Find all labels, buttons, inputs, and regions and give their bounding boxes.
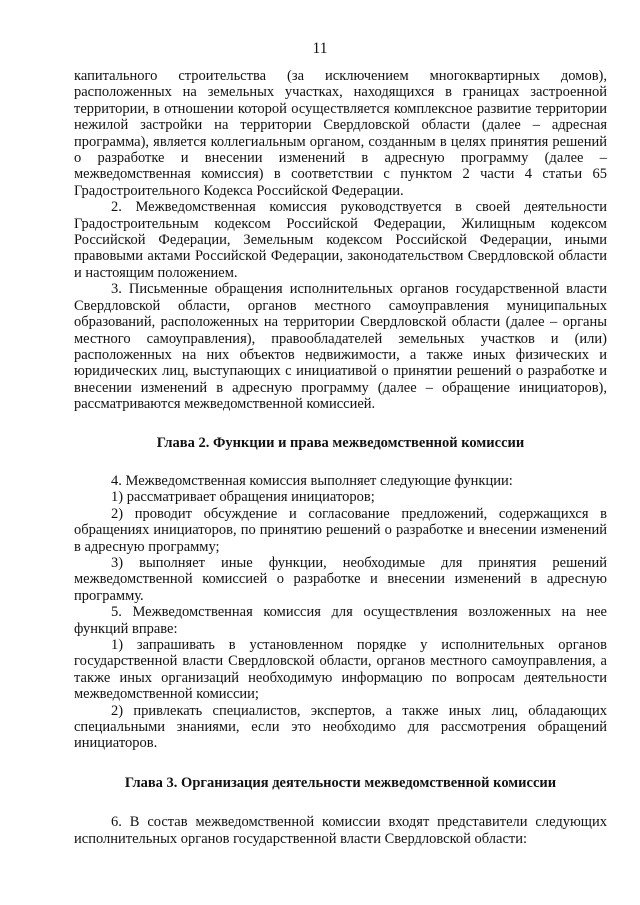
paragraph-6: 6. В состав межведомственной комиссии входят представители следующих исполнительных органов государственной власти Свердловской области:: [74, 814, 607, 847]
page-content: [74, 68, 607, 847]
chapter-2-heading: Глава 2. Функции и права межведомственной комиссии: [156, 434, 525, 451]
paragraph-2: 2. Межведомственная комиссия руководствуется в своей деятельности Градостроительным кодексом Российской Федерации, Жилищным кодексом Российской Федерации, Земельным кодексом Российской Федерации, иными правовыми актами Российской Федерации, законодательством Свердловской области и настоящим положением.: [74, 199, 607, 281]
paragraph-4: 4. Межведомственная комиссия выполняет следующие функции:: [111, 472, 513, 489]
paragraph-continuation: капитального строительства (за исключением многоквартирных домов), расположенных на земельных участках, находящихся в границах застроенной территории, в отношении которой осуществляется комплексное развитие территории нежилой застройки на территории Свердловской области (далее – адресная программа), является коллегиальным органом, созданным в целях принятия решений о разработке и внесении изменений в адресную программу (далее – межведомственная комиссия) в соответствии с пунктом 2 части 4 статьи 65 Градостроительного Кодекса Российской Федерации.: [74, 68, 607, 199]
paragraph-4-item-1: 1) рассматривает обращения инициаторов;: [111, 489, 375, 506]
paragraph-3: 3. Письменные обращения исполнительных органов государственной власти Свердловской области, органов местного самоуправления муниципальных образований, расположенных на территории Свердловской области (далее – органы местного самоуправления), правообладателей земельных участков и (или) расположенных на них объектов недвижимости, а также иных физических и юридических лиц, выступающих с инициативой о принятии решений о разработке и внесении изменений в адресную программу (далее – обращение инициаторов), рассматриваются межведомственной комиссией.: [74, 281, 607, 413]
paragraph-5: 5. Межведомственная комиссия для осуществления возложенных на нее функций вправе:: [74, 604, 607, 637]
paragraph-5-item-1: 1) запрашивать в установленном порядке у исполнительных органов государственной власти Свердловской области, органов местного самоуправления, а также иных организаций необходимую информацию по вопросам деятельности межведомственной комиссии;: [74, 637, 607, 703]
paragraph-5-item-2: 2) привлекать специалистов, экспертов, а также иных лиц, обладающих специальными знаниями, если это необходимо для рассмотрения обращений инициаторов.: [74, 702, 607, 752]
paragraph-4-item-2: 2) проводит обсуждение и согласование предложений, содержащихся в обращениях инициаторов, по принятию решений о разработке и внесении изменений в адресную программу;: [74, 505, 607, 555]
page-number: 11: [312, 40, 328, 57]
chapter-3-heading: Глава 3. Организация деятельности межведомственной комиссии: [124, 774, 557, 791]
paragraph-4-item-3: 3) выполняет иные функции, необходимые для принятия решений межведомственной комиссией о разработке и внесении изменений в адресную программу.: [74, 554, 607, 604]
